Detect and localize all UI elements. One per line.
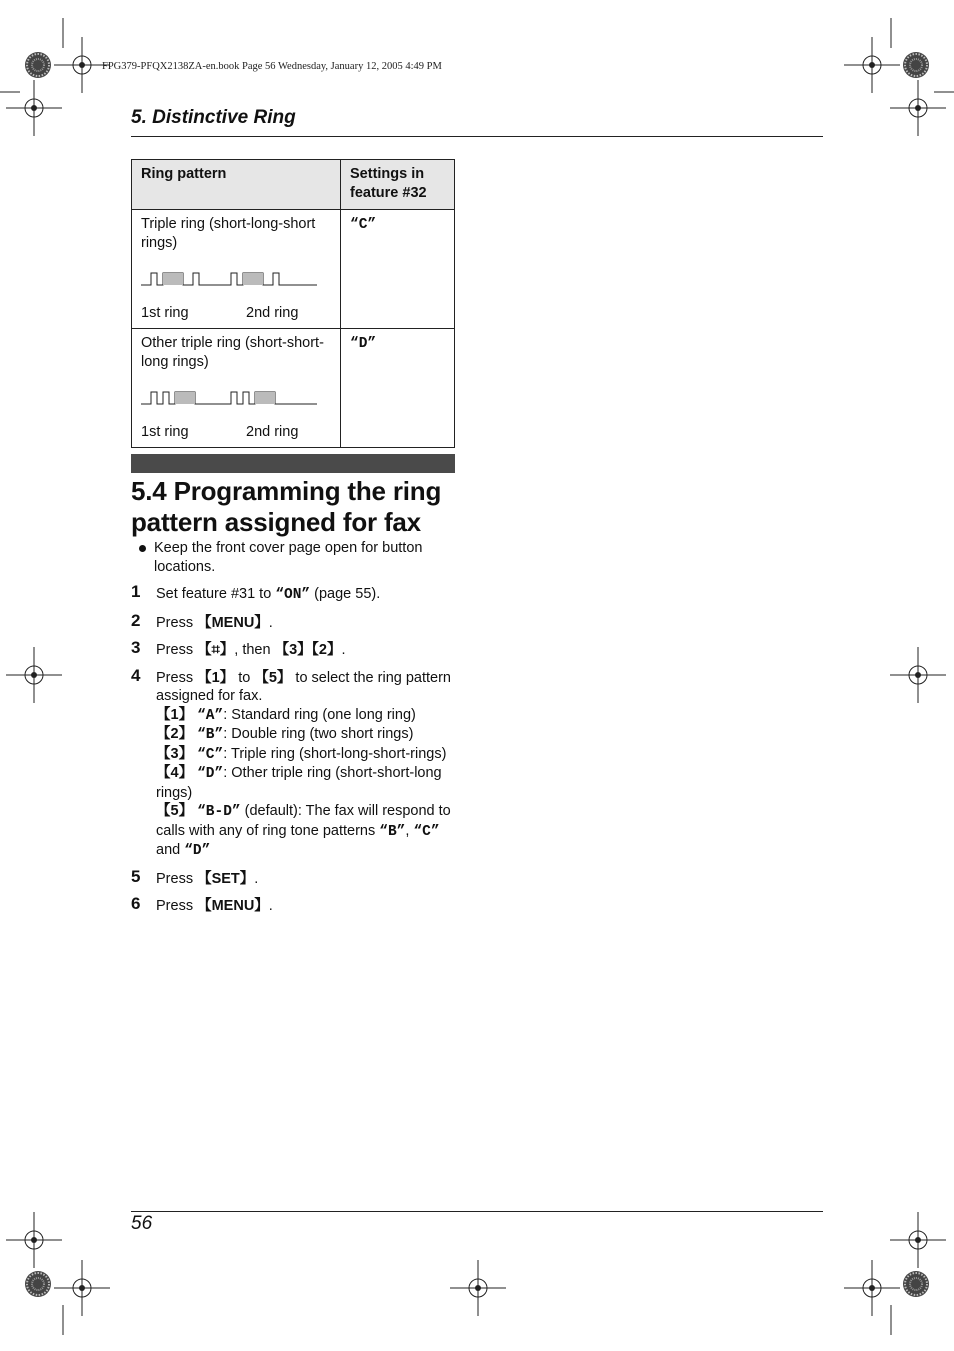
first-ring-label: 1st ring [141, 305, 189, 321]
table-header-cell: Ring pattern [132, 160, 341, 210]
step-text: Press [156, 870, 198, 887]
key-label: 【MENU】 [197, 898, 269, 914]
step-number: 1 [131, 582, 141, 601]
key-label: 【⌗】 [197, 642, 235, 658]
step-text: to select the ring pattern assigned for fax. [156, 669, 451, 704]
ring-pattern-table [131, 159, 455, 448]
step-text: Press [156, 898, 198, 914]
ring-pattern-cell [132, 329, 341, 448]
key-label: 【3】【2】 [274, 642, 342, 658]
ring-pattern-text: Other triple ring (short-short-long rings) [141, 335, 324, 370]
option-text: (default): The fax will respond to calls with any of ring tone patterns [156, 803, 451, 839]
key-label: 【4】 [156, 765, 194, 781]
print-header: FPG379-PFQX2138ZA-en.book Page 56 Wednesday, January 12, 2005 4:49 PM [102, 61, 442, 72]
step-6 [131, 894, 461, 916]
option-item [156, 764, 461, 802]
section-title: 5. Distinctive Ring [131, 107, 296, 128]
key-label: 【2】 [156, 726, 194, 742]
page-number: 56 [131, 1213, 153, 1234]
table-header-row [132, 160, 455, 210]
code-value: “ON” [275, 587, 311, 603]
bullet-text: Keep the front cover page open for button locations. [154, 540, 423, 575]
option-text: : Other triple ring (short-short-long rings) [156, 765, 442, 801]
key-label: 【5】 [254, 669, 292, 686]
code-value: “B-D” [197, 804, 241, 820]
step-text: Set feature #31 to [156, 586, 276, 602]
step-5 [131, 866, 461, 889]
step-text: . [268, 898, 273, 914]
step-number: 6 [131, 894, 141, 913]
step-3 [131, 638, 461, 660]
step-number: 4 [131, 665, 141, 685]
step-number: 2 [131, 610, 141, 630]
code-value: “D” [197, 766, 224, 782]
ring-pattern-text: Triple ring (short-long-short rings) [141, 216, 316, 251]
step-2 [131, 610, 461, 633]
key-label: 【1】 [156, 706, 194, 723]
second-ring-label: 2nd ring [246, 424, 299, 440]
instructions [131, 539, 461, 925]
option-item [156, 802, 461, 861]
bullet-note [131, 539, 461, 576]
footer-rule [131, 1211, 823, 1212]
code-value: “C” [197, 746, 224, 763]
key-label: 【MENU】 [197, 614, 269, 631]
step-text: to [234, 669, 255, 686]
option-item [156, 745, 461, 765]
bullet-dot-icon [139, 545, 146, 552]
option-text: and [156, 842, 185, 858]
code-value: “B” [197, 727, 224, 743]
option-text: , [405, 822, 414, 839]
setting-cell [341, 329, 455, 448]
option-text: : Triple ring (short-long-short-rings) [223, 745, 447, 762]
step-text: . [341, 642, 346, 658]
key-label: 【SET】 [197, 870, 255, 887]
step-text: Press [156, 614, 198, 631]
code-value: “B” [379, 823, 406, 840]
step-text: . [268, 614, 273, 631]
ring-waveform-graphic [141, 270, 321, 290]
step-text: . [254, 870, 259, 887]
ring-pattern-cell [132, 210, 341, 329]
step-4 [131, 665, 461, 861]
setting-value: “C” [350, 217, 377, 233]
step-text: (page 55). [310, 586, 381, 602]
option-text: : Double ring (two short rings) [223, 726, 414, 742]
code-value: “A” [197, 707, 224, 724]
code-value: “D” [184, 843, 211, 859]
key-label: 【5】 [156, 803, 194, 819]
table-header-cell: Settings in feature #32 [341, 160, 455, 210]
step-1 [131, 582, 461, 605]
ring-waveform-graphic [141, 389, 321, 409]
table-row [132, 329, 455, 448]
first-ring-label: 1st ring [141, 424, 189, 440]
setting-value: “D” [350, 336, 377, 352]
setting-cell [341, 210, 455, 329]
page-heading: 5.4 Programming the ring pattern assigned for fax [131, 476, 442, 537]
key-label: 【1】 [197, 669, 235, 686]
step-text: Press [156, 642, 198, 658]
option-item [156, 725, 461, 745]
option-item [156, 706, 461, 726]
option-text: : Standard ring (one long ring) [223, 706, 416, 723]
step-number: 5 [131, 866, 141, 886]
heading-bar [131, 454, 455, 473]
key-label: 【3】 [156, 745, 194, 762]
second-ring-label: 2nd ring [246, 305, 299, 321]
step-text: Press [156, 669, 198, 686]
table-row [132, 210, 455, 329]
step-text: , then [234, 642, 275, 658]
header-rule [131, 136, 823, 137]
code-value: “C” [413, 823, 440, 840]
step-number: 3 [131, 638, 141, 657]
